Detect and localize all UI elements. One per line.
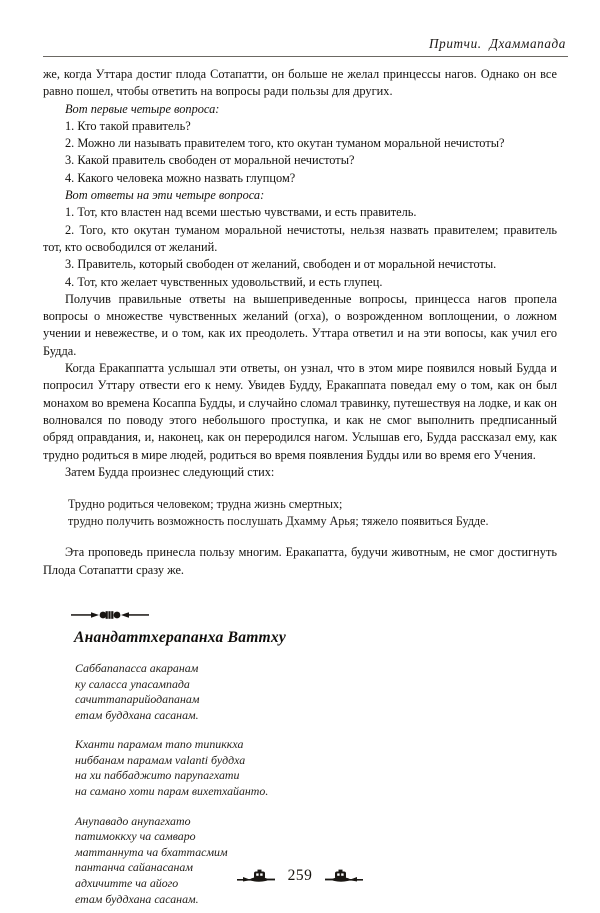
question-item: 3. Какой правитель свободен от моральной нечистоты?	[65, 153, 355, 168]
paragraph-princess: Получив правильные ответы на вышеприведенные вопросы, принцесса нагов пропела вопросы о множестве чувственных желаний (огха), о возрожденном воплощении, о ложном учении и невежестве, и о том, как их преодолеть. Уттара ответил и на эти вопосы, как учил его Будда.	[43, 291, 557, 358]
pali-line: етам буддхана сасанам.	[75, 891, 199, 906]
pali-line: етам буддхана сасанам.	[75, 707, 199, 722]
decorative-divider-icon	[69, 609, 153, 621]
question-item: 1. Кто такой правитель?	[65, 118, 191, 133]
page-number: 259	[287, 867, 313, 884]
answer-item: 4. Тот, кто желает чувственных удовольствий, и есть глупец.	[65, 274, 383, 289]
pali-line: патимоккху ча самваро	[75, 829, 196, 844]
pali-line: пантанча сайанасанам	[75, 860, 193, 875]
page-footer	[0, 867, 600, 885]
paragraph-erakappatta: Когда Еракаппатта услышал эти ответы, он узнал, что в этом мире появился новый Будда и попросил Уттару отвести его к нему. Увидев Будду, Еракаппата поведал ему о том, как он был монахом во времена Косаппа Будды, и случайно сломал травинку, путешествуя на лодке, и как он волновался по поводу этого небольшого проступка, и как не смог выполнить предписанный обряд оправдания, и, наконец, как он переродился нагом. Услышав его, Будда рассказал ему, как трудно родиться в мире людей, родиться во время появления Будды или во время его Учения.	[43, 361, 557, 462]
folio-ornament-right-icon	[319, 868, 363, 884]
pali-stanza-3	[75, 814, 557, 908]
pali-line: ниббанам парамам valanti буддха	[75, 752, 246, 767]
section-ornament	[69, 609, 557, 623]
pali-line: на хи паббаджито парупагхати	[75, 768, 240, 783]
pali-line: Кханти парамам тапо типиккха	[75, 737, 244, 752]
pali-line: сачиттапарийодапанам	[75, 692, 200, 707]
pali-stanza-2	[75, 737, 557, 799]
verse-line: трудно получить возможность послушать Дхамму Арья; тяжело появиться Будде.	[68, 513, 489, 528]
pali-stanza-1	[75, 661, 557, 723]
pali-line: маттаннута ча бхаттасмим	[75, 844, 228, 859]
answer-item: 3. Правитель, который свободен от желаний, свободен и от моральной нечистоты.	[65, 257, 497, 272]
pali-line: Саббапапасса акаранам	[75, 660, 199, 675]
paragraph-closing: Эта проповедь принесла пользу многим. Еракапатта, будучи животным, не смог достигнуть Плода Сотапатти сразу же.	[43, 545, 557, 577]
section-title: Анандаттхерапанха Ваттху	[74, 628, 287, 646]
verse-lead: Затем Будда произнес следующий стих:	[65, 464, 275, 479]
answers-lead: Вот ответы на эти четыре вопроса:	[65, 188, 265, 203]
header-title: Притчи. Дхаммапада	[429, 36, 566, 51]
text-column	[43, 66, 557, 907]
verse-line: Трудно родиться человеком; трудна жизнь смертных;	[68, 497, 343, 512]
pali-line: Анупавадо анупагхато	[75, 813, 191, 828]
russian-verse	[68, 496, 557, 529]
header-rule	[43, 56, 568, 57]
answer-item: 1. Тот, кто властен над всеми шестью чувствами, и есть правитель.	[65, 205, 417, 220]
answer-item: 2. Того, кто окутан туманом моральной нечистоты, нельзя назвать правителем; правитель тот, кто освободился от желаний.	[43, 222, 557, 254]
question-item: 2. Можно ли называть правителем того, кто окутан туманом моральной нечистоты?	[65, 136, 505, 151]
questions-lead: Вот первые четыре вопроса:	[65, 101, 220, 116]
pali-line: на самано хоти парам вихетхайанто.	[75, 784, 269, 799]
running-header	[43, 36, 568, 57]
question-item: 4. Какого человека можно назвать глупцом?	[65, 170, 296, 185]
pali-line: ку салacca упасампада	[75, 676, 190, 691]
pali-line: адхичитте ча айого	[75, 876, 179, 891]
folio-ornament-left-icon	[237, 868, 281, 884]
paragraph-opening: же, когда Уттара достиг плода Сотапатти, он больше не желал принцессы нагов. Однако он все равно пошел, чтобы ответить на вопросы ради пользы для других.	[43, 67, 557, 99]
